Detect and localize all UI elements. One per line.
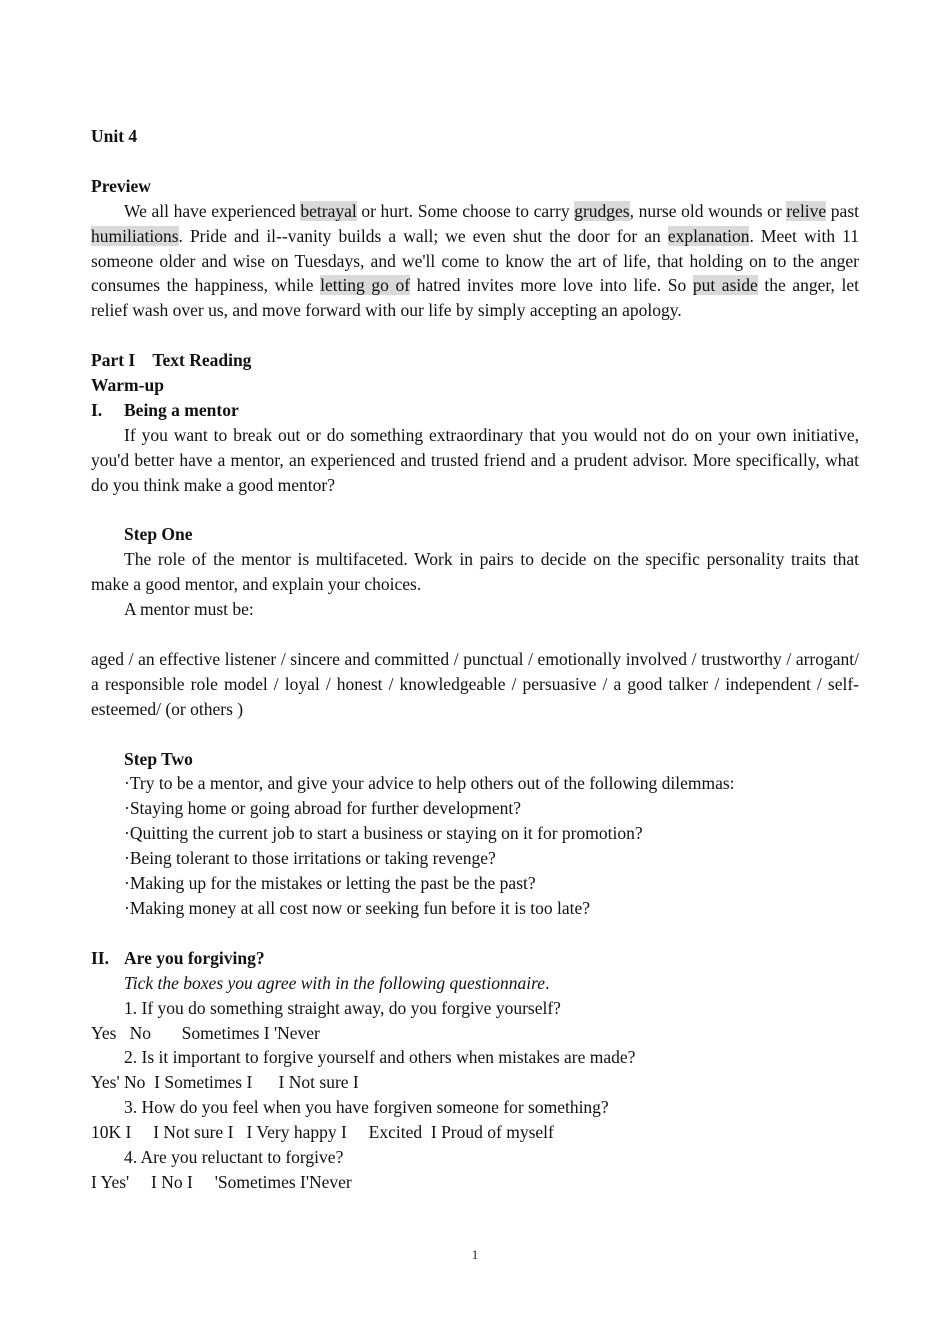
step-one-prompt: A mentor must be: xyxy=(124,599,254,620)
part-heading: Part I Text Reading xyxy=(91,350,252,371)
highlighted-term: humiliations xyxy=(91,225,179,246)
section-title: Being a mentor xyxy=(124,399,239,420)
questionnaire-instruction xyxy=(91,971,859,996)
step-two-heading: Step Two xyxy=(124,748,193,769)
highlighted-term: explanation xyxy=(667,225,750,246)
question: 2. Is it important to forgive yourself and others when mistakes are made? xyxy=(124,1047,636,1068)
highlighted-term: relive xyxy=(786,200,827,221)
preview-text: . Meet with 11 someone older and wise on Tuesdays, and we'll come to know the art of life, that holding on to the anger consumes the happiness, while xyxy=(91,225,859,296)
warmup-heading: Warm-up xyxy=(91,375,164,396)
instruction-period: . xyxy=(545,972,550,993)
preview-text: hatred invites more love into life. So xyxy=(410,275,693,296)
question: 4. Are you reluctant to forgive? xyxy=(124,1147,344,1168)
list-item: ·Try to be a mentor, and give your advice to help others out of the following dilemmas: xyxy=(124,773,735,794)
section-number: I. xyxy=(91,399,103,420)
preview-text: or hurt. Some choose to carry xyxy=(356,200,575,221)
answer-options[interactable]: I Yes' I No I 'Sometimes I'Never xyxy=(91,1171,352,1192)
step-one-heading: Step One xyxy=(124,524,193,545)
question: 1. If you do something straight away, do you forgive yourself? xyxy=(124,997,561,1018)
section-number: II. xyxy=(91,947,109,968)
list-item: ·Making up for the mistakes or letting the past be the past? xyxy=(124,873,536,894)
highlighted-term: letting go of xyxy=(320,275,411,296)
question: 3. How do you feel when you have forgiven someone for something? xyxy=(124,1097,609,1118)
document-page xyxy=(91,124,859,1195)
preview-text: . Pride and il--vanity builds a wall; we even shut the door for an xyxy=(178,225,668,246)
highlighted-term: grudges xyxy=(574,200,630,221)
list-item: ·Quitting the current job to start a business or staying on it for promotion? xyxy=(124,823,643,844)
page-number: 1 xyxy=(471,1247,479,1262)
list-item: ·Being tolerant to those irritations or taking revenge? xyxy=(124,848,496,869)
preview-text: the anger, let relief wash over us, and move forward with our life by simply accepting an apology. xyxy=(91,275,859,321)
instruction-text: Tick the boxes you agree with in the following questionnaire xyxy=(124,972,546,993)
mentor-intro: If you want to break out or do something extraordinary that you would not do on your own initiative, you'd better have a mentor, an experienced and trusted friend and a prudent advisor. More specifically, what do you think make a good mentor? xyxy=(91,424,859,495)
preview-text: We all have experienced xyxy=(124,200,301,221)
answer-options[interactable]: Yes' No I Sometimes I I Not sure I xyxy=(91,1072,359,1093)
section-title: Are you forgiving? xyxy=(124,947,265,968)
answer-options[interactable]: Yes No Sometimes I 'Never xyxy=(91,1022,320,1043)
preview-text: past xyxy=(826,200,859,221)
highlighted-term: betrayal xyxy=(300,200,357,221)
preview-heading: Preview xyxy=(91,175,151,196)
list-item: ·Making money at all cost now or seeking fun before it is too late? xyxy=(124,898,591,919)
highlighted-term: put aside xyxy=(692,275,758,296)
section-heading-2 xyxy=(91,946,859,971)
traits-list: aged / an effective listener / sincere and committed / punctual / emotionally involved / trustworthy / arrogant/ a responsible role model / loyal / honest / knowledgeable / persuasive / a good talker / independent / self-esteemed/ (or others ) xyxy=(91,648,859,719)
dilemma-list xyxy=(91,771,859,920)
answer-options[interactable]: 10K I I Not sure I I Very happy I Excited I Proud of myself xyxy=(91,1122,554,1143)
step-one-text: The role of the mentor is multifaceted. Work in pairs to decide on the specific personality traits that make a good mentor, and explain your choices. xyxy=(91,549,859,595)
list-item: ·Staying home or going abroad for further development? xyxy=(124,798,522,819)
section-heading-1 xyxy=(91,398,859,423)
unit-title: Unit 4 xyxy=(91,126,138,146)
preview-text: , nurse old wounds or xyxy=(629,200,787,221)
preview-paragraph xyxy=(91,199,859,324)
questionnaire xyxy=(91,996,859,1195)
